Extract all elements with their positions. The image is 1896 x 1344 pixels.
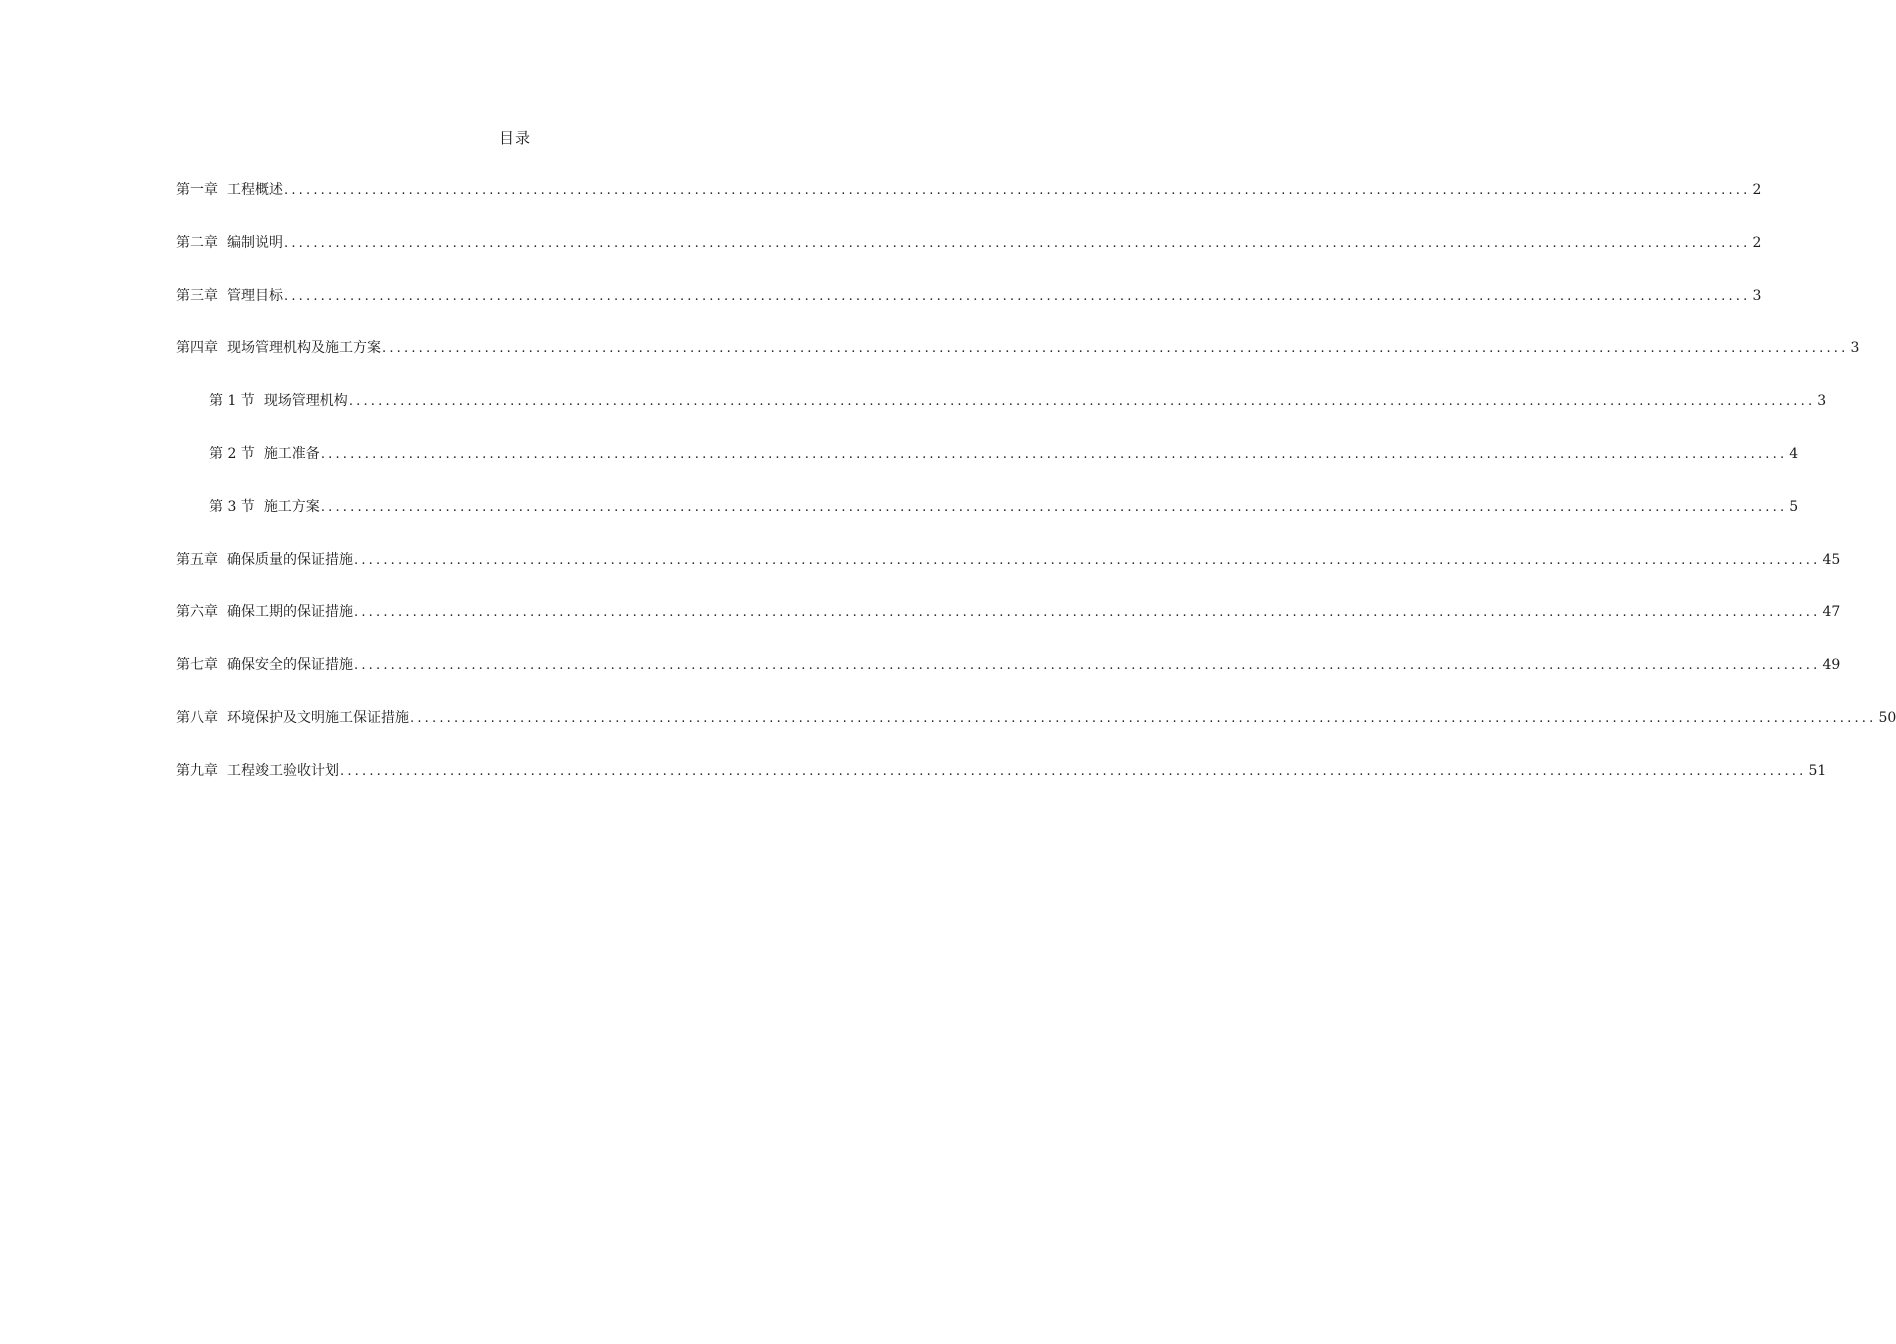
toc-entry-page: 3	[1817, 393, 1827, 410]
toc-entry-page: 5	[1789, 498, 1799, 515]
toc-title: 目录	[498, 129, 531, 147]
toc-entry-section[interactable]	[176, 497, 1799, 550]
toc-entry-page: 2	[1752, 182, 1762, 198]
toc-entry[interactable]	[176, 708, 1896, 761]
toc-entry-text: 现场管理机构	[263, 393, 348, 410]
toc-entry[interactable]	[176, 233, 1762, 286]
toc-entry-number: 第 2 节	[209, 445, 255, 462]
toc-entry-text: 确保工期的保证措施	[227, 604, 353, 621]
toc-entry-text: 施工准备	[263, 445, 320, 462]
toc-entry-number: 第五章	[176, 551, 218, 568]
toc-dot-leader: ........................................................................................................................................................................................................	[348, 394, 1816, 410]
toc-dot-leader: ........................................................................................................................................................................................................	[284, 288, 1751, 304]
toc-dot-leader: ........................................................................................................................................................................................................	[354, 552, 1821, 568]
toc-dot-leader: ........................................................................................................................................................................................................	[354, 658, 1821, 674]
toc-entry-page: 50	[1878, 709, 1896, 726]
toc-entry-number: 第一章	[176, 182, 218, 198]
toc-entry[interactable]	[176, 761, 1827, 814]
toc-dot-leader: ........................................................................................................................................................................................................	[354, 605, 1821, 621]
toc-entry-text: 现场管理机构及施工方案	[227, 340, 381, 357]
toc-dot-leader: ........................................................................................................................................................................................................	[382, 341, 1849, 357]
toc-entry-page: 4	[1789, 445, 1799, 462]
toc-entry-page: 2	[1752, 234, 1762, 251]
toc-entry-number: 第 3 节	[209, 498, 255, 515]
toc-entry[interactable]	[176, 550, 1841, 603]
toc-entry-text: 确保质量的保证措施	[227, 551, 353, 568]
toc-entry-page: 45	[1822, 551, 1841, 568]
toc-entry-page: 49	[1822, 657, 1841, 674]
toc-entry-text: 确保安全的保证措施	[227, 657, 353, 674]
toc-entry-text: 编制说明	[227, 234, 283, 251]
toc-entry-number: 第 1 节	[209, 393, 255, 410]
toc-entry-number: 第三章	[176, 287, 218, 304]
toc-dot-leader: ........................................................................................................................................................................................................	[320, 446, 1788, 462]
toc-entry-page: 3	[1752, 287, 1762, 304]
toc-dot-leader: ........................................................................................................................................................................................................	[284, 235, 1751, 251]
toc-dot-leader: ........................................................................................................................................................................................................	[340, 763, 1807, 779]
toc-entry-page: 51	[1808, 762, 1827, 779]
toc-entry-number: 第二章	[176, 234, 218, 251]
toc-entry[interactable]	[176, 286, 1762, 339]
toc-entry-section[interactable]	[176, 391, 1827, 444]
toc-dot-leader: ........................................................................................................................................................................................................	[284, 183, 1751, 198]
toc-list	[176, 180, 1896, 814]
toc-entry-number: 第九章	[176, 762, 218, 779]
toc-entry-text: 管理目标	[227, 287, 283, 304]
toc-entry[interactable]	[176, 180, 1762, 233]
toc-entry[interactable]	[176, 602, 1841, 655]
toc-entry-section[interactable]	[176, 444, 1799, 497]
toc-entry-number: 第八章	[176, 709, 218, 726]
toc-dot-leader: ........................................................................................................................................................................................................	[320, 499, 1788, 515]
toc-entry[interactable]	[176, 655, 1841, 708]
toc-entry-page: 47	[1822, 604, 1841, 621]
toc-entry-text: 工程竣工验收计划	[227, 762, 339, 779]
toc-dot-leader: ........................................................................................................................................................................................................	[410, 710, 1877, 726]
toc-entry[interactable]	[176, 338, 1860, 391]
toc-entry-number: 第六章	[176, 604, 218, 621]
toc-entry-text: 施工方案	[263, 498, 320, 515]
toc-entry-text: 环境保护及文明施工保证措施	[227, 709, 409, 726]
toc-entry-number: 第七章	[176, 657, 218, 674]
toc-entry-text: 工程概述	[227, 182, 283, 198]
toc-entry-page: 3	[1850, 340, 1860, 357]
toc-entry-number: 第四章	[176, 340, 218, 357]
